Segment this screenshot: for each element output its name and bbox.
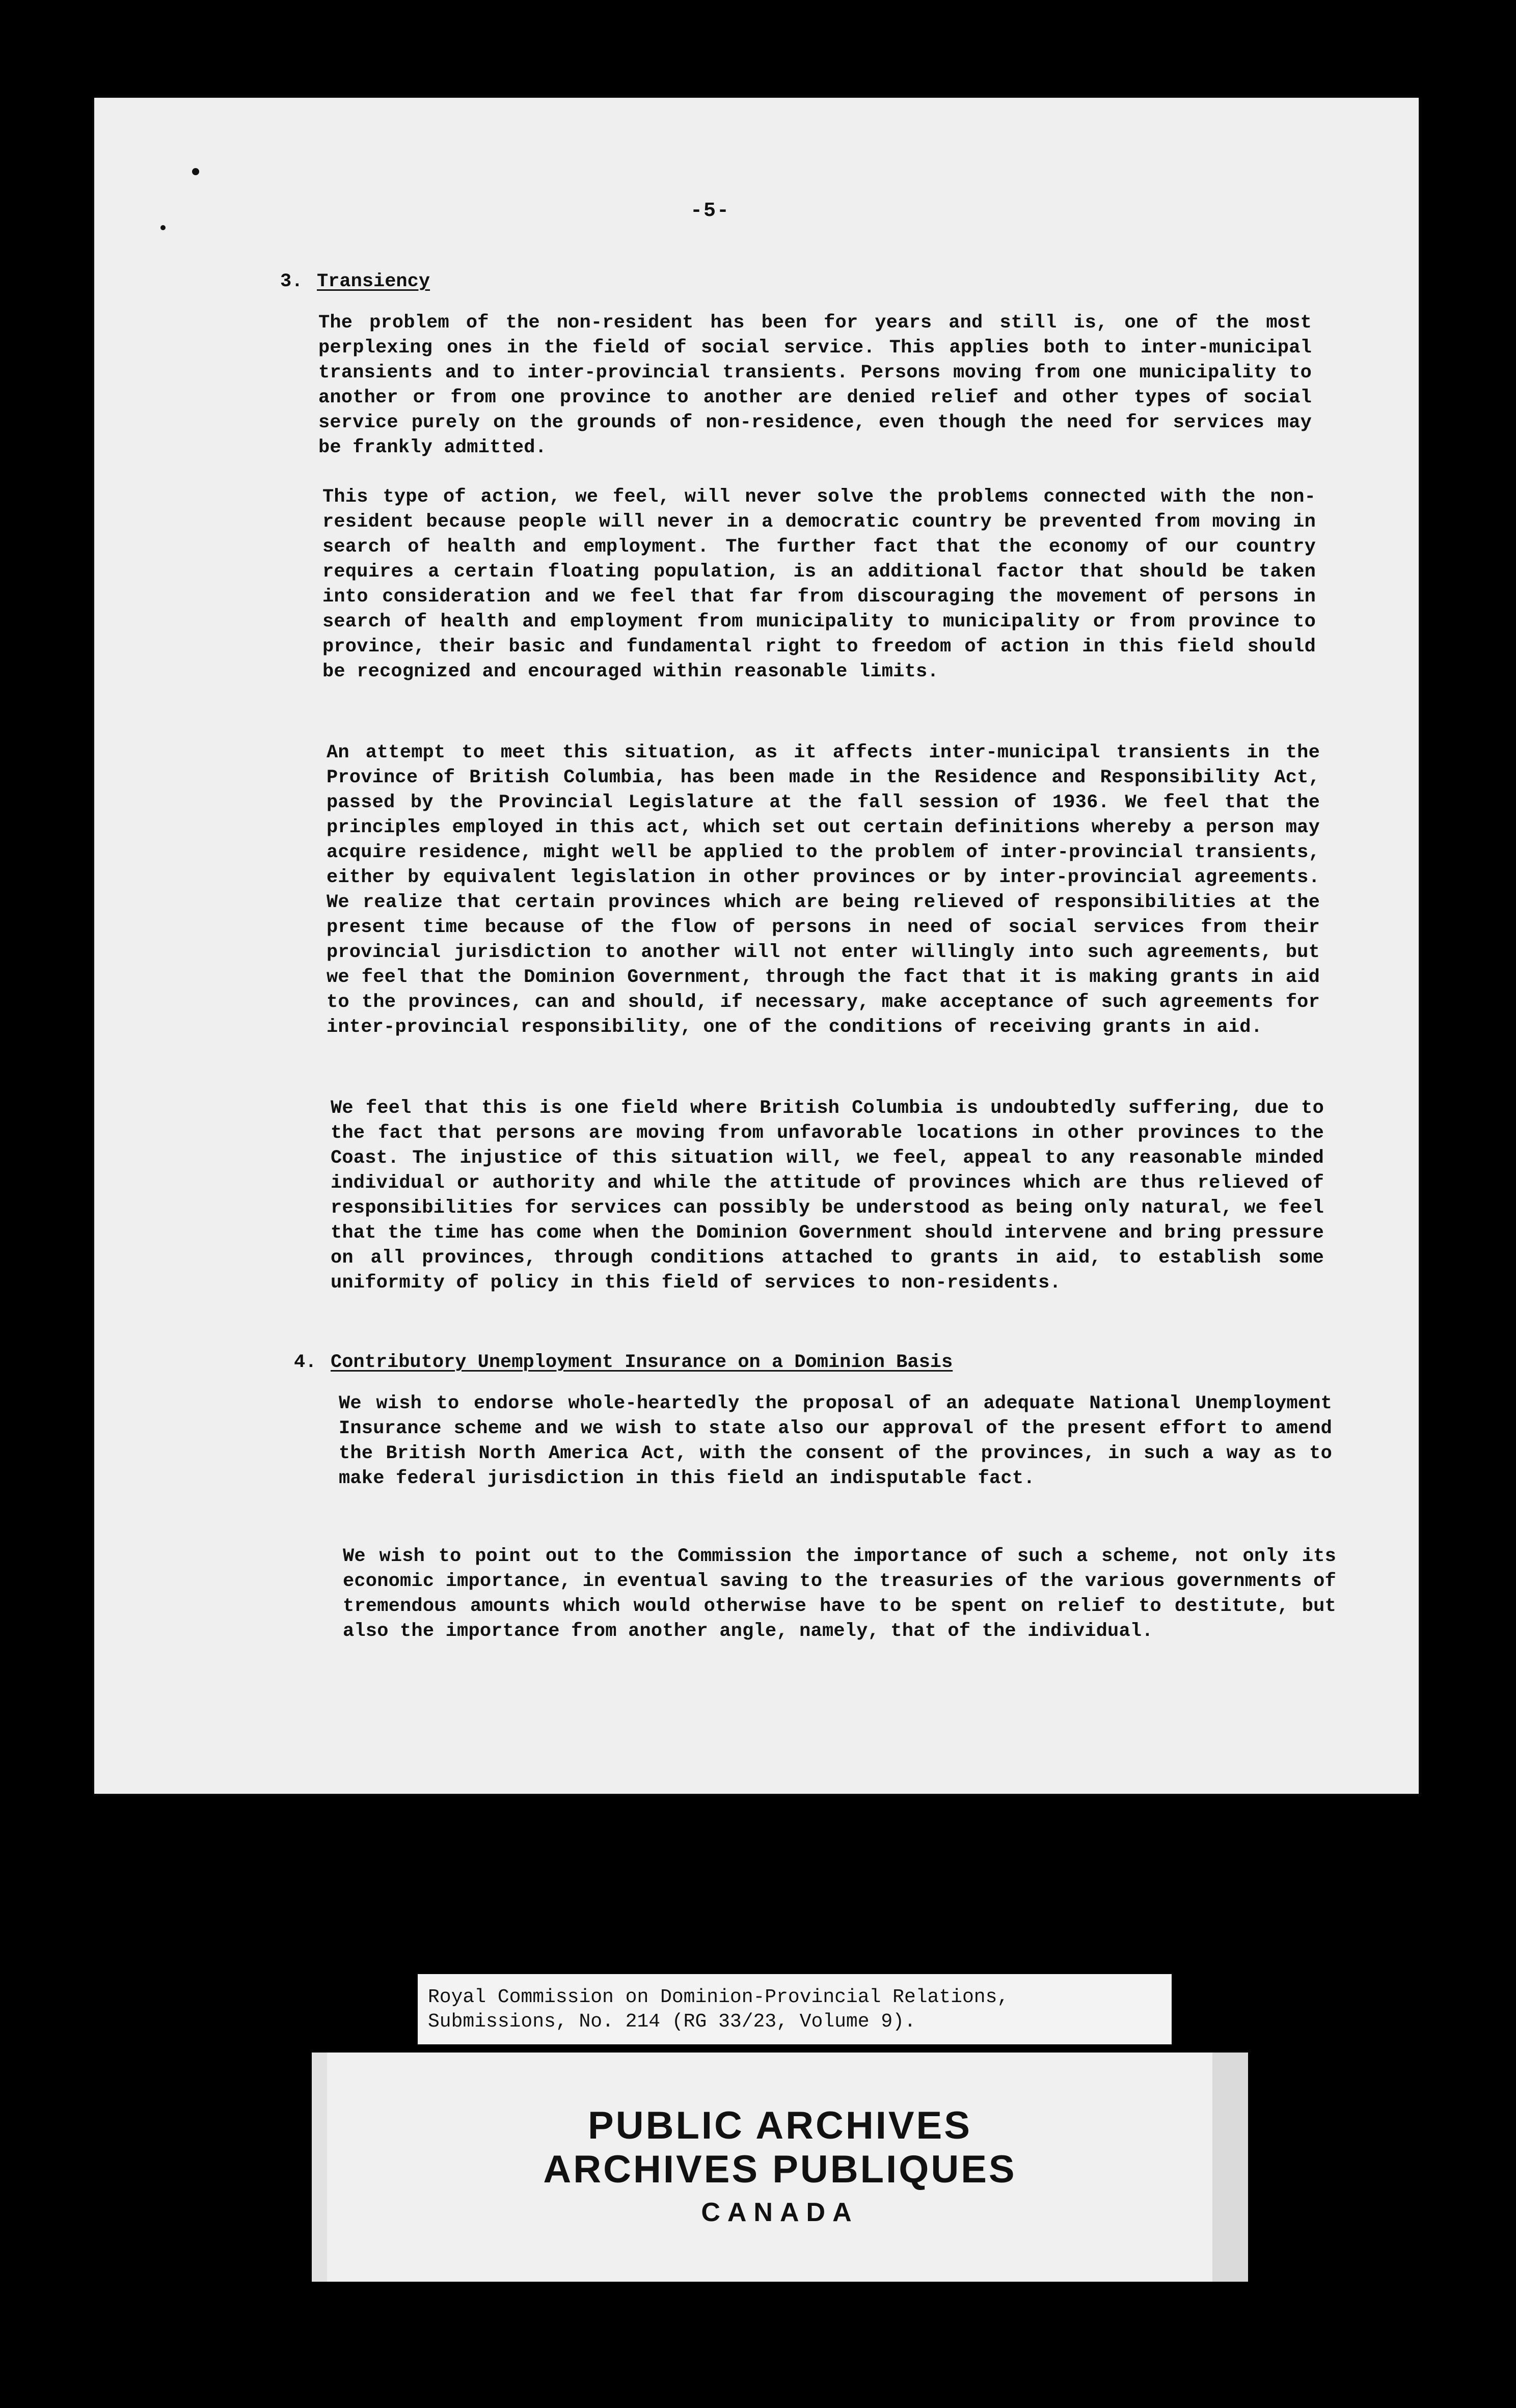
citation-line-2: Submissions, No. 214 (RG 33/23, Volume 9). xyxy=(428,2011,916,2033)
section-4-number: 4. xyxy=(294,1352,317,1373)
section-4-paragraph-2: We wish to point out to the Commission the importance of such a scheme, not only its economic importance, in eventual saving to the treasuries of the various governments of tremendous amounts which would otherwise have to be spent on relief to destitute, but also the importance from another angle, namely, that of the individual. xyxy=(343,1546,1336,1642)
section-4-paragraph-1: We wish to endorse whole-heartedly the proposal of an adequate National Unemployment Insurance scheme and we wish to state also our approval of the present effort to amend the British North America Act, with the consent of the provinces, in such a way as to make federal jurisdiction in this field an indisputable fact. xyxy=(339,1393,1332,1489)
citation-line-1: Royal Commission on Dominion-Provincial Relations, xyxy=(428,1986,1009,2008)
page-number: -5- xyxy=(690,200,730,223)
section-3-paragraph-4: We feel that this is one field where British Columbia is undoubtedly suffering, due to the fact that persons are moving from unfavorable locations in other provinces to the Coast. The injustice of this situation will, we feel, appeal to any reasonable minded individual or authority and while the attitude of provinces which are thus relieved of responsibilities for services can possibly be understood as being only natural, we feel that the time has come when the Dominion Government should intervene and bring pressure on all provinces, through conditions attached to grants in aid, to establish some uniformity of policy in this field of services to non-residents. xyxy=(331,1098,1324,1294)
section-3-number: 3. xyxy=(280,271,303,292)
punch-hole-top xyxy=(192,168,199,175)
section-4-heading xyxy=(294,1352,953,1373)
section-3-heading xyxy=(280,271,430,292)
punch-hole-bottom xyxy=(160,225,166,230)
section-3-paragraph-1: The problem of the non-resident has been for years and still is, one of the most perplexing ones in the field of social service. This applies both to inter-municipal transients and to inter-provincial transients. Persons moving from one municipality to another or from one province to another are denied relief and other types of social service purely on the grounds of non-residence, even though the need for services may be frankly admitted. xyxy=(318,312,1312,458)
section-3-paragraph-3: An attempt to meet this situation, as it affects inter-municipal transients in the Province of British Columbia, has been made in the Residence and Responsibility Act, passed by the Provincial Legislature at the fall session of 1936. We feel that the principles employed in this act, which set out certain definitions whereby a person may acquire residence, might well be applied to the problem of inter-provincial transients, either by equivalent legislation in other provinces or by inter-provincial agreements. We realize that certain provinces which are being relieved of responsibilities at the present time because of the flow of persons in need of social services from their provincial jurisdiction to another will not enter willingly into such agreements, but we feel that the Dominion Government, through the fact that it is making grants in aid to the provinces, can and should, if necessary, make acceptance of such agreements for inter-provincial responsibility, one of the conditions of receiving grants in aid. xyxy=(327,742,1320,1038)
stamp-line-archives-publiques: ARCHIVES PUBLIQUES xyxy=(543,2148,1017,2191)
section-4-title: Contributory Unemployment Insurance on a Dominion Basis xyxy=(331,1352,953,1373)
stamp-line-public-archives: PUBLIC ARCHIVES xyxy=(588,2104,972,2147)
public-archives-stamp xyxy=(312,2053,1248,2282)
stamp-line-canada: CANADA xyxy=(701,2198,859,2227)
document-page xyxy=(94,98,1419,1794)
section-3-title: Transiency xyxy=(317,271,430,292)
archival-citation-label xyxy=(418,1974,1172,2044)
section-3-paragraph-2: This type of action, we feel, will never solve the problems connected with the non-resident because people will never in a democratic country be prevented from moving in search of health and employment. The further fact that the economy of our country requires a certain floating population, is an additional factor that should be taken into consideration and we feel that far from discouraging the movement of persons in search of health and employment from municipality to municipality or from province to province, their basic and fundamental right to freedom of action in this field should be recognized and encouraged within reasonable limits. xyxy=(322,486,1316,682)
